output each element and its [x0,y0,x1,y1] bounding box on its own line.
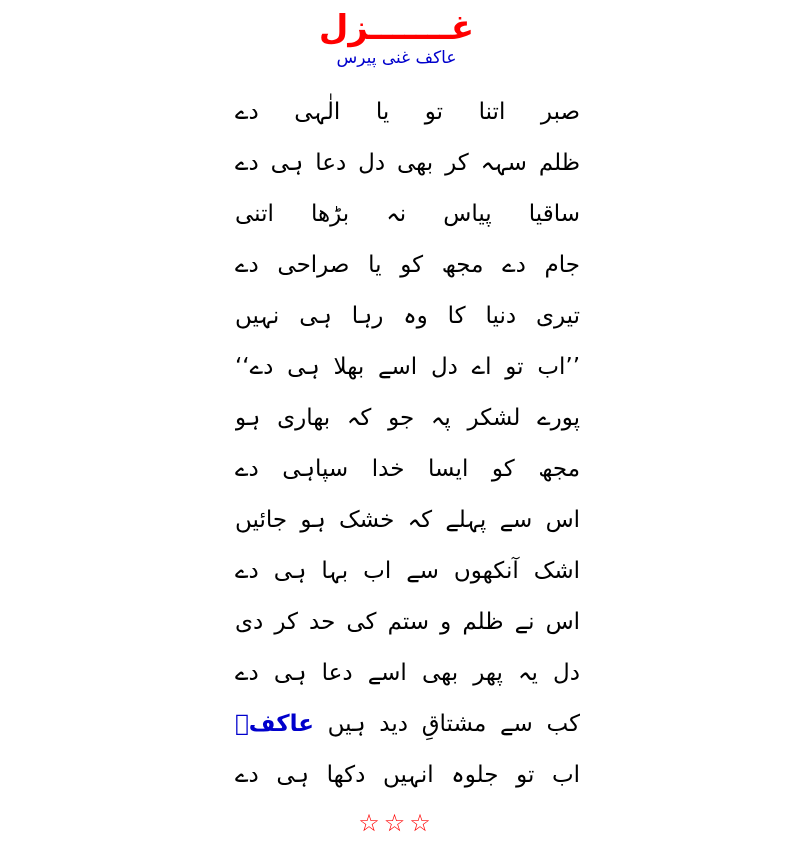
verse-line [235,296,580,347]
verse-word: اسے [378,354,418,380]
poet-takhallus: عاکفؔ [235,711,314,737]
verse-word: سہہ [480,150,527,176]
verse-word: سے [406,558,439,584]
verse-word: آنکھوں [453,558,519,584]
verse-word: اسے [367,660,407,686]
verse-word: پھر [473,660,503,686]
verse-word: ہی [299,303,332,329]
verse-word: ستم [387,609,430,635]
verse-word: دل [430,354,458,380]
verse-word: دعا [315,150,347,176]
verse-word: بڑھا [310,201,350,227]
verse-word: ہیں [327,711,366,737]
verse-word: صبر [540,99,580,125]
verse-word: ہی [273,660,307,686]
verse-word: جلوہ [451,762,499,788]
verse-word: دے [235,150,259,176]
verse-word: ظلم [462,609,504,635]
verse-word: جو [388,405,415,431]
verse-word: سپاہی [282,456,349,482]
verse-word: تو [505,354,524,380]
verse-word: اس [545,609,580,635]
verse-word: کو [400,252,424,278]
verse-word: مجھ [441,252,484,278]
verse-word: یا [368,252,382,278]
verse-word: دے [235,762,259,788]
verse-word: مجھ [538,456,580,482]
verse-line [235,755,580,806]
verse-word: ہو [300,507,326,533]
verse-word: اب [363,558,392,584]
verse-word: کی [346,609,377,635]
author-name: عاکف غنی پیرس [336,48,457,68]
verse-word: نے [514,609,535,635]
verse-word: دے [235,558,259,584]
verse-word: بھی [421,660,459,686]
verse-word: دکھا [326,762,366,788]
verse-word: کو [491,456,515,482]
verse-word: ایسا [428,456,469,482]
verse-word: پورے [537,405,580,431]
verse-line [235,551,580,602]
verse-word: دید [379,711,408,737]
verse-word: پہلے [445,507,487,533]
verse-word: ہی [273,558,307,584]
verse-word: اتنی [235,201,274,227]
verse-line [235,92,580,143]
verse-word: انہیں [382,762,434,788]
verse-word: دے [235,252,259,278]
verse-word: کر [274,609,298,635]
verse-word: بھلا [333,354,365,380]
verse-word: سے [500,711,533,737]
verse-word: کب [546,711,580,737]
verse-word: ہی [287,354,320,380]
verse-word: دے [235,456,259,482]
verse-word: لشکر [467,405,521,431]
verse-word: کہ [346,405,372,431]
verse-word: اتنا [478,99,506,125]
verse-list [235,92,580,807]
verse-word: پیاس [443,201,492,227]
verse-word: ہی [276,762,309,788]
verse-word: ’’اب [537,354,580,380]
verse-word: دل [358,150,386,176]
verse-word: اب [551,762,580,788]
verse-word: خشک [339,507,395,533]
verse-word: تیری [535,303,580,329]
verse-word: پہ [430,405,451,431]
verse-word: تو [424,99,444,125]
verse-word: کا [447,303,466,329]
verse-word: صراحی [277,252,350,278]
verse-word: دے [235,99,259,125]
verse-word: تو [516,762,535,788]
verse-line [235,500,580,551]
verse-word: اس [545,507,580,533]
verse-word: سے [499,507,533,533]
verse-line [235,194,580,245]
verse-word: ہی [270,150,304,176]
verse-word: ظلم [538,150,580,176]
verse-word: خدا [371,456,405,482]
verse-word: اشک [533,558,580,584]
verse-line [235,143,580,194]
verse-word: نہیں [235,303,280,329]
verse-word: یا [375,99,390,125]
verse-line [235,347,580,398]
verse-line [235,602,580,653]
verse-word: یہ [518,660,538,686]
verse-word: و [440,609,452,635]
verse-word: ساقیا [528,201,580,227]
verse-word: دے‘‘ [235,354,274,380]
verse-line [235,449,580,500]
verse-word: مشتاقِ [421,711,487,737]
verse-word: دے [235,660,259,686]
verse-word: وہ [403,303,428,329]
page-title: غـــــــزل [318,8,475,48]
verse-word: نہ [386,201,407,227]
verse-word: رہا [351,303,384,329]
verse-line [235,398,580,449]
verse-word: جائیں [235,507,288,533]
verse-word: دل [553,660,580,686]
verse-word: بھاری [277,405,331,431]
verse-word: کر [445,150,469,176]
verse-word: الٰہی [294,99,341,125]
verse-word: کہ [407,507,433,533]
verse-word: ہو [235,405,261,431]
verse-word: دی [235,609,264,635]
star-ornament-icon: ☆☆☆ [358,809,435,837]
verse-word: بھی [397,150,434,176]
verse-line [235,704,580,755]
verse-line [235,245,580,296]
verse-word: جام [544,252,580,278]
verse-word: حد [309,609,336,635]
verse-word: دے [502,252,526,278]
verse-word: اے [471,354,492,380]
verse-word: دنیا [485,303,517,329]
verse-word: بہا [321,558,349,584]
verse-word: دعا [321,660,353,686]
verse-line [235,653,580,704]
